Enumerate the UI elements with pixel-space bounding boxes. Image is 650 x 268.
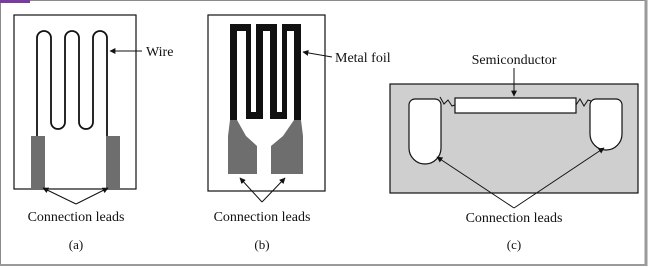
connection-leads-label-c: Connection leads <box>465 211 563 226</box>
metal-foil-label: Metal foil <box>335 51 391 66</box>
caption-a: (a) <box>68 237 84 252</box>
panel-a <box>14 15 173 252</box>
leads-arrow-a-left <box>43 188 76 204</box>
connection-leads-label-a: Connection leads <box>27 210 125 225</box>
panel-b <box>208 15 391 252</box>
panel-c <box>390 53 638 252</box>
semiconductor-element <box>455 98 576 113</box>
leads-arrow-a-right <box>76 188 108 204</box>
caption-b: (b) <box>254 237 270 252</box>
connection-lead-right <box>106 136 120 190</box>
panel-b-substrate <box>208 15 325 191</box>
connection-leads-label-b: Connection leads <box>213 210 311 225</box>
semiconductor-label: Semiconductor <box>471 53 557 68</box>
wire-label: Wire <box>146 45 174 60</box>
caption-c: (c) <box>506 237 522 252</box>
corner-accent <box>0 0 30 3</box>
semiconductor-connection-lead-right <box>590 99 622 150</box>
semiconductor-connection-lead-left <box>409 99 441 164</box>
connection-lead-left <box>31 136 45 190</box>
